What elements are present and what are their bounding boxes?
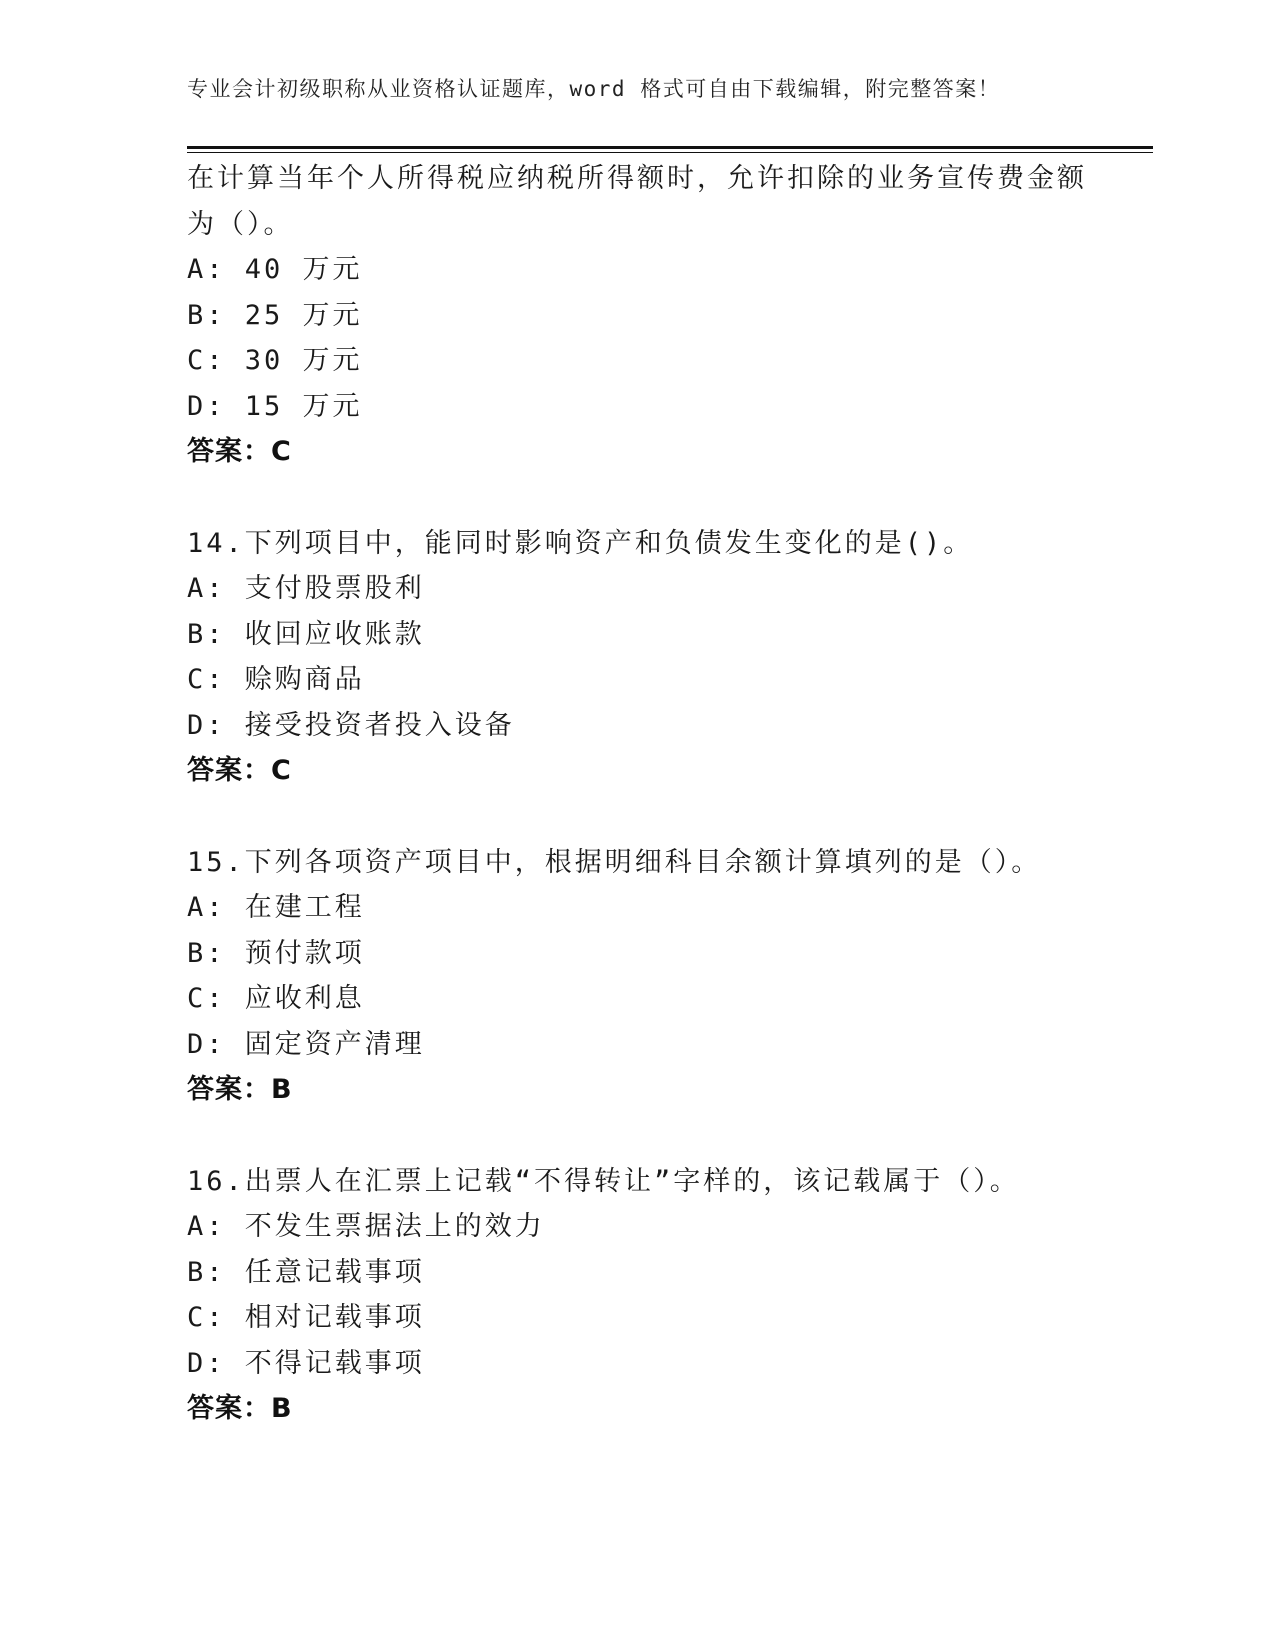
- option-b: B: 预付款项: [187, 937, 365, 969]
- question-stem: 14.下列项目中，能同时影响资产和负债发生变化的是()。: [187, 527, 974, 559]
- question-stem-continued: 为（）。: [187, 208, 294, 240]
- question-14: [187, 521, 1153, 794]
- option-c: C: 30 万元: [187, 345, 363, 376]
- option-b: B: 任意记载事项: [187, 1256, 425, 1288]
- option-d: D: 不得记载事项: [187, 1347, 425, 1379]
- option-d: D: 15 万元: [187, 390, 363, 422]
- header-rule-thin: [187, 152, 1153, 153]
- option-d: D: 接受投资者投入设备: [187, 709, 515, 741]
- answer: 答案：C: [187, 755, 292, 786]
- answer: 答案：C: [187, 436, 292, 467]
- header-rule-thick: [187, 146, 1153, 149]
- option-b: B: 收回应收账款: [187, 618, 425, 650]
- option-a: A: 不发生票据法上的效力: [187, 1211, 545, 1242]
- spacer: [187, 475, 1153, 521]
- question-stem: 16.出票人在汇票上记载“不得转让”字样的，该记载属于（）。: [187, 1165, 1020, 1197]
- page-header: 专业会计初级职称从业资格认证题库，word 格式可自由下载编辑，附完整答案！: [187, 77, 1001, 101]
- option-b: B: 25 万元: [187, 299, 363, 331]
- question-15: [187, 840, 1153, 1113]
- option-a: A: 支付股票股利: [187, 573, 425, 604]
- option-c: C: 相对记载事项: [187, 1302, 425, 1333]
- question-stem: 在计算当年个人所得税应纳税所得额时，允许扣除的业务宣传费金额: [187, 163, 1087, 194]
- option-a: A: 40 万元: [187, 254, 363, 285]
- option-c: C: 应收利息: [187, 983, 365, 1014]
- question-stem: 15.下列各项资产项目中，根据明细科目余额计算填列的是（）。: [187, 846, 1042, 878]
- spacer: [187, 1113, 1153, 1159]
- option-d: D: 固定资产清理: [187, 1028, 425, 1060]
- option-c: C: 赊购商品: [187, 664, 365, 695]
- answer: 答案：B: [187, 1074, 293, 1105]
- spacer: [187, 794, 1153, 840]
- answer: 答案：B: [187, 1393, 293, 1424]
- question-16: [187, 1159, 1153, 1432]
- option-a: A: 在建工程: [187, 892, 365, 923]
- question-13: [187, 156, 1153, 475]
- document-body: [187, 156, 1153, 1432]
